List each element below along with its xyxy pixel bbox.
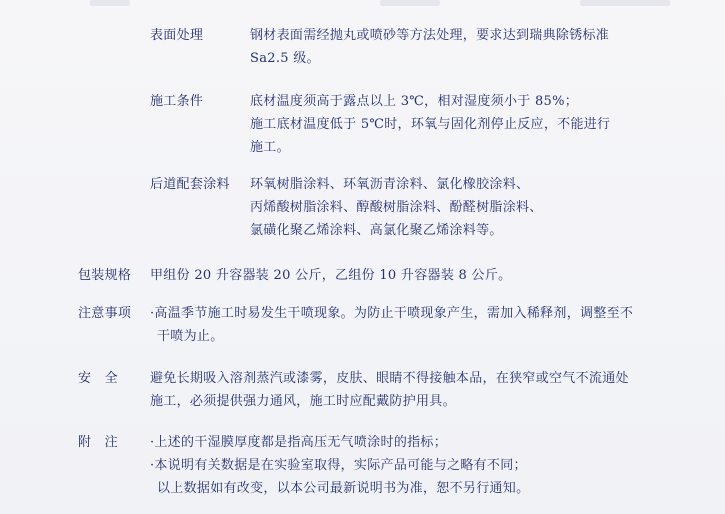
bleed-mark	[90, 0, 130, 6]
application-conditions-line-1: 底材温度须高于露点以上 3℃，相对湿度须小于 85%；	[250, 94, 579, 109]
appendix-line-3: 以上数据如有改变，以本公司最新说明书为准，恕不另行通知。	[157, 481, 530, 496]
application-conditions-line-3: 施工。	[250, 140, 290, 155]
surface-prep-label: 表面处理	[150, 28, 204, 43]
application-conditions-label: 施工条件	[150, 94, 204, 109]
bleed-mark	[380, 0, 440, 6]
topcoats-line-2: 丙烯酸树脂涂料、醇酸树脂涂料、酚醛树脂涂料、	[250, 200, 543, 215]
safety-line-1: 避免长期吸入溶剂蒸汽或漆雾，皮肤、眼睛不得接触本品，在狭窄或空气不流通处	[150, 371, 629, 386]
notes-caution-line-2: 干喷为止。	[157, 329, 224, 344]
safety-label: 安 全	[78, 371, 118, 386]
bleed-mark	[580, 0, 670, 6]
topcoats-label: 后道配套涂料	[150, 177, 230, 192]
notes-caution-label: 注意事项	[78, 306, 132, 321]
surface-prep-line-1: 钢材表面需经抛丸或喷砂等方法处理，要求达到瑞典除锈标准	[250, 28, 610, 43]
appendix-line-1: ·上述的干湿膜厚度都是指高压无气喷涂时的指标；	[150, 435, 448, 450]
appendix-label: 附 注	[78, 435, 118, 450]
appendix-line-2: ·本说明有关数据是在实验室取得，实际产品可能与之略有不同；	[150, 458, 527, 473]
safety-line-2: 施工，必须提供强力通风，施工时应配戴防护用具。	[150, 394, 456, 409]
surface-prep-line-2: Sa2.5 级。	[250, 51, 320, 66]
packaging-label: 包装规格	[78, 268, 132, 283]
topcoats-line-3: 氯磺化聚乙烯涂料、高氯化聚乙烯涂料等。	[250, 223, 503, 238]
application-conditions-line-2: 施工底材温度低于 5℃时，环氧与固化剂停止反应，不能进行	[250, 117, 611, 132]
topcoats-line-1: 环氧树脂涂料、环氧沥青涂料、氯化橡胶涂料、	[250, 177, 530, 192]
notes-caution-line-1: ·高温季节施工时易发生干喷现象。为防止干喷现象产生，需加入稀释剂，调整至不	[150, 306, 634, 321]
packaging-line-1: 甲组份 20 升容器装 20 公斤，乙组份 10 升容器装 8 公斤。	[150, 268, 512, 283]
